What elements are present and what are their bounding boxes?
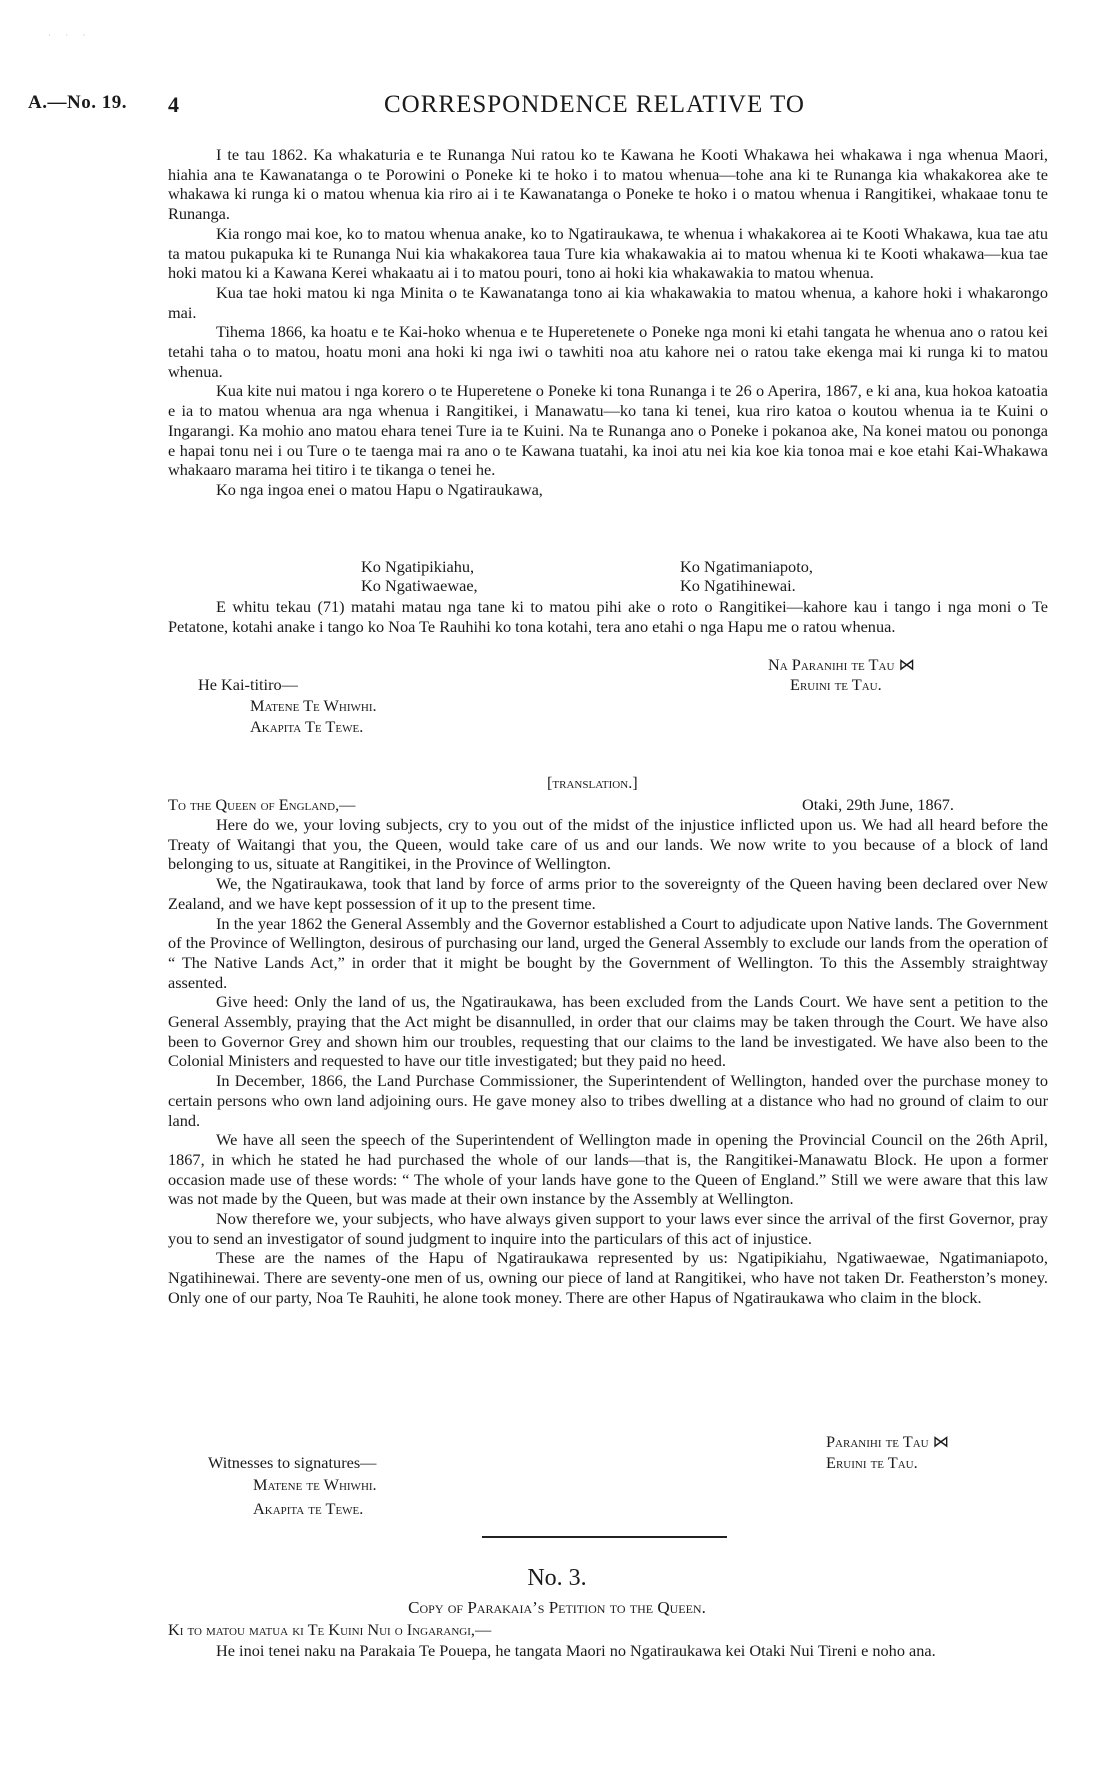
petition-addressee: Ki to matou matua ki Te Kuini Nui o Ingarangi,—: [168, 1620, 492, 1639]
hapu-name: Ko Ngatimaniapoto,: [680, 557, 813, 576]
maori-closing: [168, 597, 1048, 636]
maori-paragraph: Kua tae hoki matou ki nga Minita o te Kawanatanga tono ai kia whakawakia to matou whenua, a kahore hoki i whakarongo mai.: [168, 282, 1048, 322]
section-divider: [482, 1536, 727, 1538]
maori-paragraph: E whitu tekau (71) matahi matau nga tane ki to matou pihi ake o roto o Rangitikei—kahore kau i tango i nga moni o Te Petatone, kotahi anake i tango ko Noa Te Rauhihi ko tona kotahi, tera ano etahi o nga Hapu me o ratou whenua.: [168, 597, 1048, 636]
hapu-name: Ko Ngatipikiahu,: [361, 557, 475, 576]
translation-paragraph: We, the Ngatiraukawa, took that land by force of arms prior to the sovereignty of the Queen having been declared over New Zealand, and we have kept possession of it up to the present time.: [168, 874, 1048, 913]
maori-paragraph: Kia rongo mai koe, ko to matou whenua anake, ko to Ngatiraukawa, te whenua i whakakorea ai te Kooti Whakawa, kua tae atu ta matou pukapuka ki te Runanga Nui kia whakakorea taua Ture kia whakawakia ai to matou whenua ki te Kooti whakawa—kua tae hoki matou ki a Kawana Kerei whakaatu ai i to matou pouri, tono ai hoki kia whakawakia to matou whenua.: [168, 223, 1048, 283]
hapu-name: Ko Ngatihinewai.: [680, 576, 796, 595]
section-number: No. 3.: [527, 1565, 587, 1591]
witness-label: He Kai-titiro—: [198, 675, 298, 694]
translation-paragraph: Now therefore we, your subjects, who have always given support to your laws ever since the arrival of the first Governor, pray you to send an investigator of sound judgment to inquire into the particulars of this act of injustice.: [168, 1209, 1048, 1248]
maori-letter-body: [168, 145, 1048, 500]
translation-paragraph: Here do we, your loving subjects, cry to you out of the midst of the injustice inflicted upon us. We had all heard before the Treaty of Waitangi that you, the Queen, would take care of us and our lands. We now write to you because of a block of land belonging to us, situate at Rangitikei, in the Province of Wellington.: [168, 815, 1048, 874]
section-caption: Copy of Parakaia’s Petition to the Queen.: [408, 1598, 706, 1617]
witness-name: Akapita Te Tewe.: [250, 717, 364, 736]
place-date: Otaki, 29th June, 1867.: [802, 795, 954, 814]
translation-paragraph: In December, 1866, the Land Purchase Commissioner, the Superintendent of Wellington, handed over the purchase money to certain persons who own land adjoining ours. He gave money also to tribes dwelling at a distance who had no ground of claim to our land.: [168, 1071, 1048, 1130]
translation-paragraph: We have all seen the speech of the Superintendent of Wellington made in opening the Provincial Council on the 26th April, 1867, in which he stated he had purchased the whole of our lands—that is, the Rangitikei-Manawatu Block. He upon a former occasion made use of these words: “ The whole of your lands have gone to the Queen of England.” Still we were aware that this law was not made by the Queen, but was made at their own instance by the Assembly at Wellington.: [168, 1130, 1048, 1209]
document-reference: A.—No. 19.: [28, 92, 127, 113]
witness-label: Witnesses to signatures—: [208, 1453, 377, 1472]
translation-paragraph: These are the names of the Hapu of Ngatiraukawa represented by us: Ngatipikiahu, Ngatiwaewae, Ngatimaniapoto, Ngatihinewai. There are seventy-one men of us, owning our piece of land at Rangitikei, who have not taken Dr. Featherston’s money. Only one of our party, Noa Te Rauhiti, he alone took money. There are other Hapus of Ngatiraukawa who claim in the block.: [168, 1248, 1048, 1307]
page-number: 4: [168, 92, 179, 117]
witness-name: Matene te Whiwhi.: [253, 1475, 377, 1494]
translation-addressee: To the Queen of England,—: [168, 795, 356, 814]
maori-paragraph: I te tau 1862. Ka whakaturia e te Runanga Nui ratou ko te Kawana he Kooti Whakawa hei whakawa i nga whenua Maori, hiahia ana te Kawanatanga o te Porowini o Poneke ki te hoko i to matou whenua—tohe ana ki te Runanga kia whakakorea ake te whakawa ki runga ki o matou whenua kia riro ai i te Kawanatanga o Poneke te hoko i o matou whenua i Rangitikei, whakaae tonu te Runanga.: [168, 145, 1048, 224]
petition-body: [168, 1641, 1048, 1661]
signatory: Paranihi te Tau ⋈: [826, 1432, 949, 1451]
witness-name: Matene Te Whiwhi.: [250, 696, 377, 715]
hapu-name: Ko Ngatiwaewae,: [361, 576, 478, 595]
petition-paragraph: He inoi tenei naku na Parakaia Te Pouepa, he tangata Maori no Ngatiraukawa kei Otaki Nui Tireni e noho ana.: [216, 1641, 936, 1660]
translation-paragraph: In the year 1862 the General Assembly and the Governor established a Court to adjudicate upon Native lands. The Government of the Province of Wellington, desirous of purchasing our land, urged the General Assembly to exclude our lands from the operation of “ The Native Lands Act,” in order that it might be bought by the Government of Wellington. To this the Assembly straightway assented.: [168, 913, 1048, 992]
witness-name: Akapita te Tewe.: [253, 1499, 364, 1518]
page-title: CORRESPONDENCE RELATIVE TO: [384, 91, 805, 118]
translation-body: [168, 815, 1048, 1308]
scan-specks: · · ·: [48, 30, 92, 40]
translation-heading: [translation.]: [547, 773, 638, 792]
maori-paragraph: Ko nga ingoa enei o matou Hapu o Ngatiraukawa,: [216, 479, 543, 499]
signatory: Eruini te Tau.: [790, 675, 882, 694]
maori-paragraph: Kua kite nui matou i nga korero o te Huperetene o Poneke ki tona Runanga i te 26 o Aperira, 1867, e ki ana, kua hokoa katoatia e ia to matou whenua ara nga whenua i Rangitikei, i Manawatu—ko tana ki tenei, kua riro katoa o koutou whenua ia te Kuini o Ingarangi. Ka mohio ano matou ehara tenei Ture ia te Kuini. Na te Runanga ano o Poneke i pokanoa ake, Na konei matou ou pononga e hapai tonu nei i ou Ture o te taenga mai ra ano o te Kawana tuatahi, ka inoi atu nei kia koe kia tonoa mai e koe etahi Kai-Whakawa whakaaro marama hei titiro i te tikanga o tenei he.: [168, 381, 1048, 480]
translation-paragraph: Give heed: Only the land of us, the Ngatiraukawa, has been excluded from the Lands Court. We have sent a petition to the General Assembly, praying that the Act might be disannulled, in order that our claims may be taken through the Court. We have also been to Governor Grey and shown him our troubles, requesting that our claims to the land be investigated. We have also been to the Colonial Ministers and requested to have our title investigated; but they paid no heed.: [168, 992, 1048, 1071]
signatory: Eruini te Tau.: [826, 1453, 918, 1472]
signatory: Na Paranihi te Tau ⋈: [768, 655, 915, 674]
maori-paragraph: Tihema 1866, ka hoatu e te Kai-hoko whenua e te Huperetenete o Poneke nga moni ki etahi tangata he whenua ano o ratou kei tetahi taha o to matou, hoatu moni ana hoki ki nga iwi o tawhiti noa atu kahore nei o ratou take ekenga mai ki runga ki to matou whenua.: [168, 322, 1048, 381]
